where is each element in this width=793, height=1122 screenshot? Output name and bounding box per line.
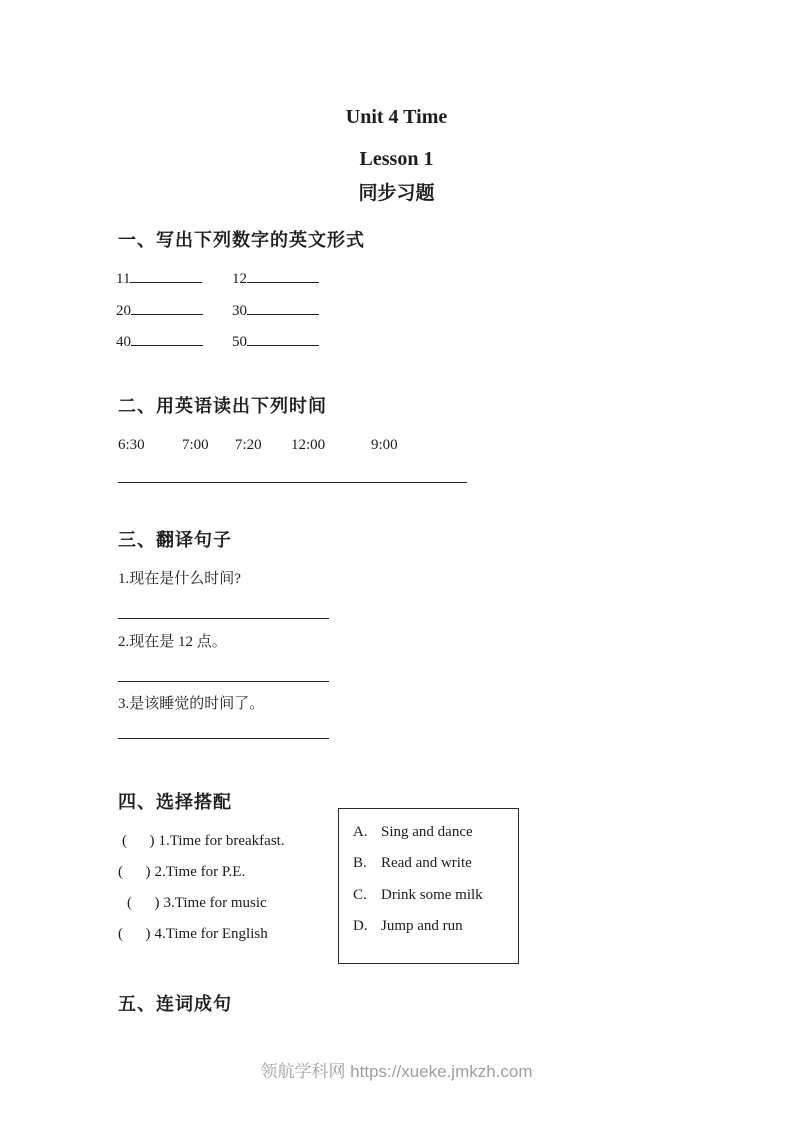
matching-question <box>118 925 268 943</box>
time-value: 12:00 <box>291 437 326 453</box>
answer-paren-blank: ( ) <box>118 926 151 942</box>
lesson-title: Lesson 1 <box>359 148 434 170</box>
matching-option <box>353 854 472 872</box>
matching-option <box>353 823 473 841</box>
answer-rule-line <box>118 482 467 483</box>
section5-heading: 五、连词成句 <box>118 994 232 1014</box>
unit-title: Unit 4 Time <box>345 106 448 128</box>
translate-item: 1.现在是什么时间? <box>118 571 241 587</box>
answer-rule-line <box>118 738 329 739</box>
matching-question-text: 4.Time for English <box>154 926 268 942</box>
number-label: 11 <box>116 271 131 287</box>
option-letter: C. <box>353 887 367 903</box>
time-value: 7:00 <box>182 437 209 453</box>
option-letter: B. <box>353 855 367 871</box>
section3-heading: 三、翻译句子 <box>118 530 232 550</box>
number-label: 30 <box>232 303 247 319</box>
number-label: 50 <box>232 334 247 350</box>
option-text: Sing and dance <box>381 824 473 840</box>
number-fill-item <box>232 301 319 320</box>
matching-question-text: 1.Time for breakfast. <box>158 833 285 849</box>
option-text: Drink some milk <box>381 887 483 903</box>
section2-heading: 二、用英语读出下列时间 <box>118 396 327 416</box>
matching-question <box>122 832 285 850</box>
answer-blank-line <box>247 332 319 346</box>
worksheet-subtitle: 同步习题 <box>358 183 435 204</box>
option-text: Read and write <box>381 855 472 871</box>
answer-paren-blank: ( ) <box>118 864 151 880</box>
watermark-text: 领航学科网 https://xueke.jmkzh.com <box>260 1062 533 1081</box>
number-fill-item <box>232 332 319 351</box>
number-fill-item <box>116 301 203 320</box>
answer-rule-line <box>118 681 329 682</box>
matching-question <box>127 894 267 912</box>
number-fill-item <box>116 332 203 351</box>
time-value: 7:20 <box>235 437 262 453</box>
answer-paren-blank: ( ) <box>127 895 160 911</box>
answer-blank-line <box>247 269 319 283</box>
option-letter: A. <box>353 824 368 840</box>
section4-heading: 四、选择搭配 <box>118 792 232 812</box>
number-label: 20 <box>116 303 131 319</box>
matching-question-text: 2.Time for P.E. <box>154 864 246 880</box>
number-fill-item <box>232 269 319 288</box>
option-text: Jump and run <box>381 918 463 934</box>
time-value: 6:30 <box>118 437 145 453</box>
matching-option <box>353 917 463 935</box>
matching-option <box>353 886 483 904</box>
answer-blank-line <box>130 269 202 283</box>
matching-options-box <box>338 808 519 964</box>
time-value: 9:00 <box>371 437 398 453</box>
matching-question <box>118 863 245 881</box>
translate-item: 2.现在是 12 点。 <box>118 634 227 650</box>
section1-heading: 一、写出下列数字的英文形式 <box>118 230 365 250</box>
number-fill-item <box>116 269 202 288</box>
answer-blank-line <box>131 332 203 346</box>
translate-item: 3.是该睡觉的时间了。 <box>118 696 265 712</box>
answer-rule-line <box>118 618 329 619</box>
option-letter: D. <box>353 918 368 934</box>
number-label: 40 <box>116 334 131 350</box>
answer-paren-blank: ( ) <box>122 833 155 849</box>
answer-blank-line <box>131 301 203 315</box>
number-label: 12 <box>232 271 247 287</box>
answer-blank-line <box>247 301 319 315</box>
matching-question-text: 3.Time for music <box>163 895 267 911</box>
